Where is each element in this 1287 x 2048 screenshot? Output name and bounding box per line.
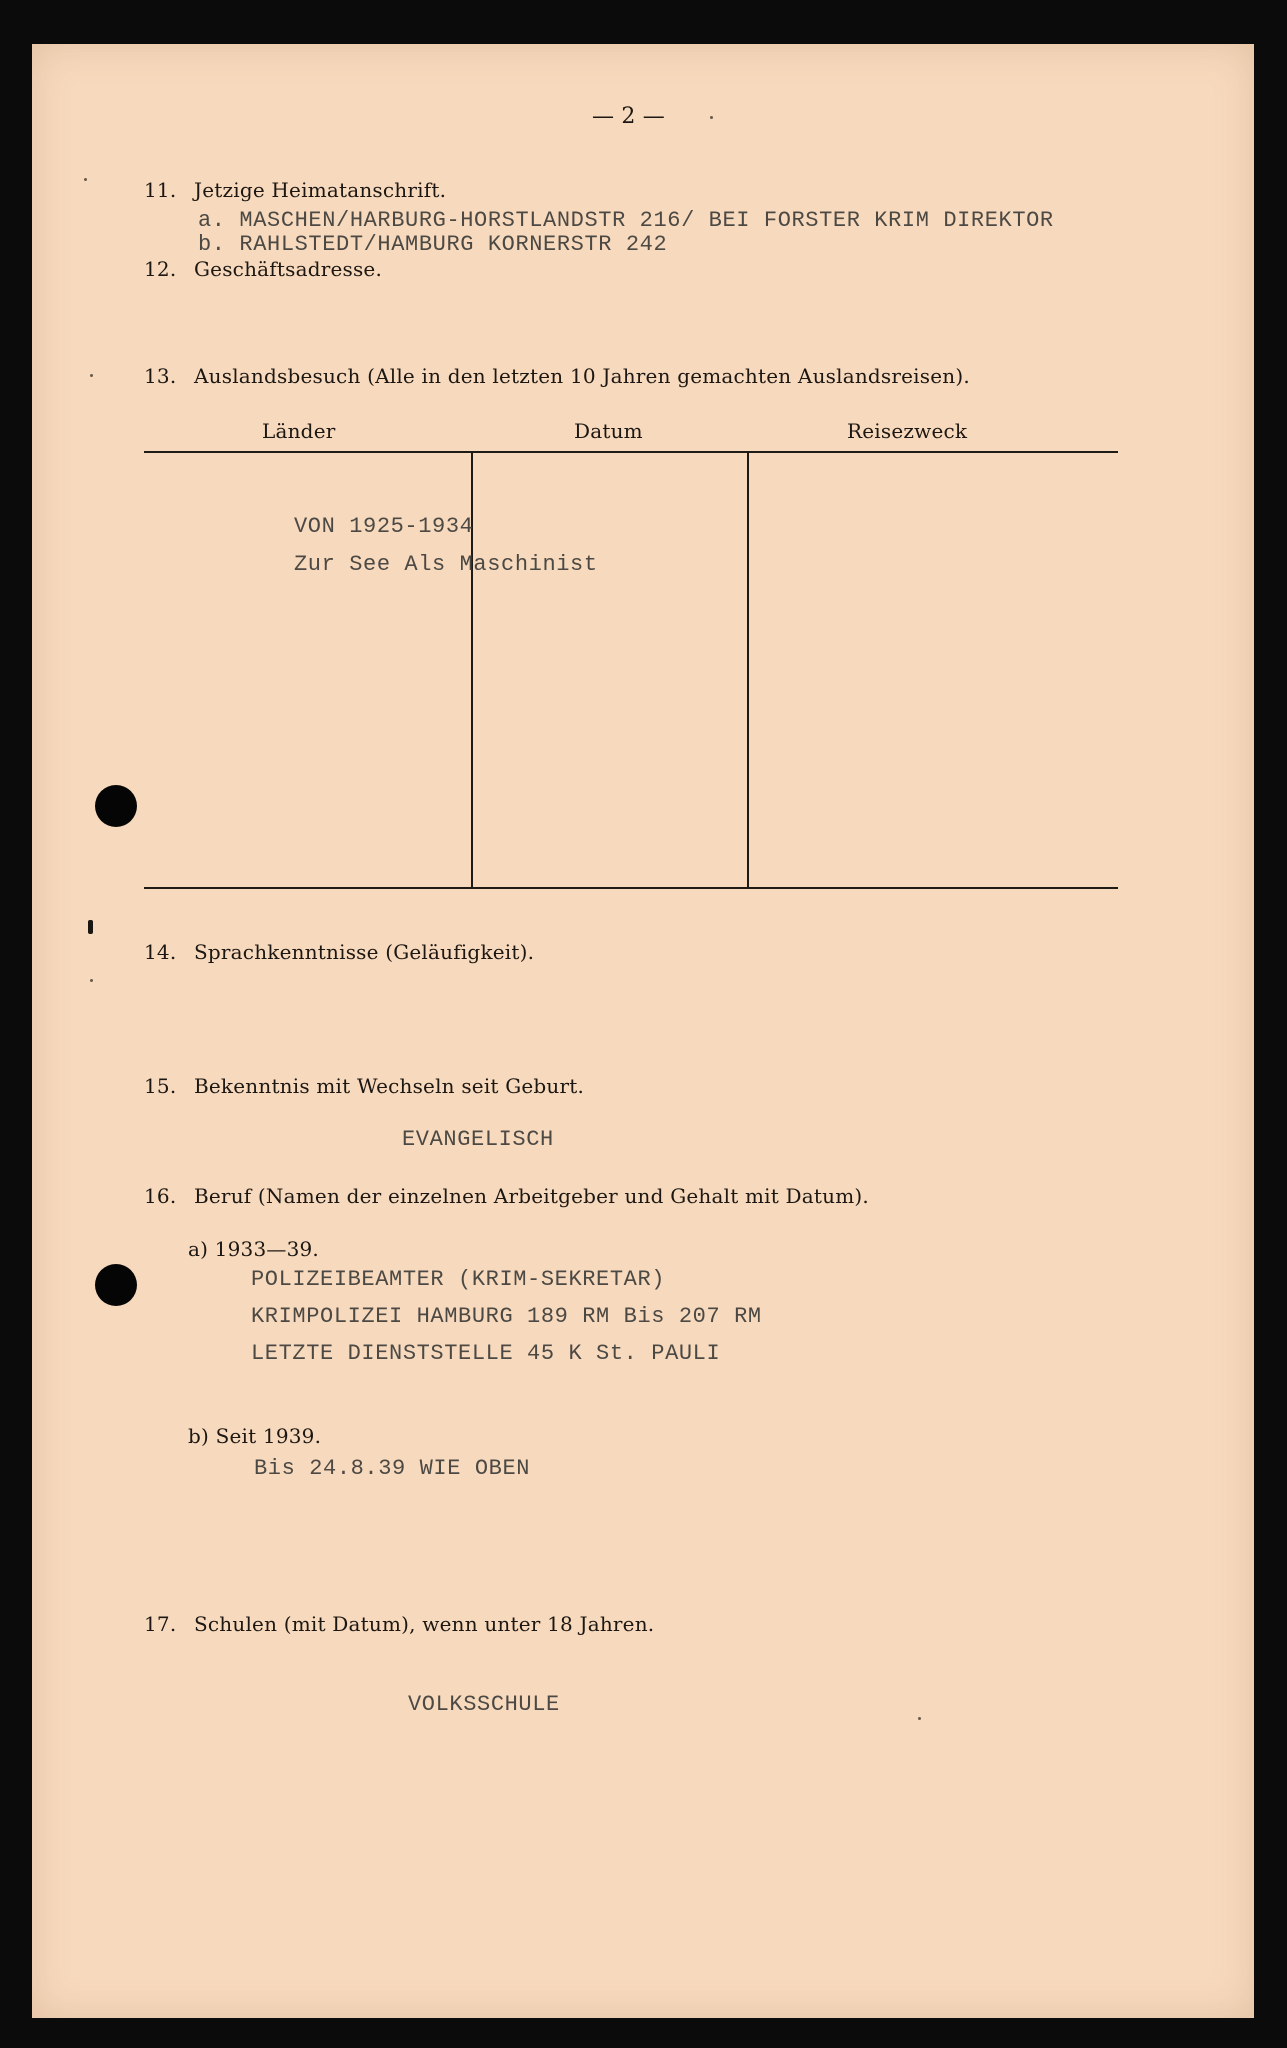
item-16-label-row xyxy=(144,1184,869,1208)
column-header-reisezweck: Reisezweck xyxy=(847,419,968,443)
paper-speck xyxy=(710,116,713,119)
item-14-number: 14. xyxy=(144,940,177,964)
item-17-answer: VOLKSSCHULE xyxy=(408,1692,560,1717)
item-17-label: Schulen (mit Datum), wenn unter 18 Jahren. xyxy=(194,1612,655,1636)
item-16-number: 16. xyxy=(144,1184,177,1208)
item-11-address-a: a. MASCHEN/HARBURG-HORSTLANDSTR 216/ BEI FORSTER KRIM DIREKTOR xyxy=(198,208,1054,233)
item-15-label-row xyxy=(144,1074,584,1098)
item-13-label-row xyxy=(144,364,970,388)
page-number: — 2 — xyxy=(592,104,665,129)
item-11-address-b: b. RAHLSTEDT/HAMBURG KORNERSTR 242 xyxy=(198,232,668,257)
item-16-label: Beruf (Namen der einzelnen Arbeitgeber und Gehalt mit Datum). xyxy=(194,1184,869,1208)
item-16-b-label: b) Seit 1939. xyxy=(188,1424,322,1448)
punch-hole-lower xyxy=(95,1264,137,1306)
item-17-label-row xyxy=(144,1612,654,1636)
item-14-label: Sprachkenntnisse (Geläufigkeit). xyxy=(194,940,535,964)
document-page xyxy=(32,44,1254,2018)
item-16-a-label: a) 1933—39. xyxy=(188,1237,319,1261)
paper-speck xyxy=(918,1717,921,1720)
paper-speck xyxy=(88,920,93,934)
travel-entry-line-1: VON 1925-1934 xyxy=(294,514,474,539)
item-12-label-row xyxy=(144,257,382,281)
item-11-label-row xyxy=(144,178,446,202)
item-13-label: Auslandsbesuch (Alle in den letzten 10 Jahren gemachten Auslandsreisen). xyxy=(194,364,970,388)
paper-speck xyxy=(90,979,93,982)
item-12-label: Geschäftsadresse. xyxy=(194,257,383,281)
item-15-answer: EVANGELISCH xyxy=(402,1127,554,1152)
column-header-datum: Datum xyxy=(574,419,643,443)
item-11-label: Jetzige Heimatanschrift. xyxy=(194,178,447,202)
item-16-a-line-2: KRIMPOLIZEI HAMBURG 189 RM Bis 207 RM xyxy=(251,1304,762,1329)
item-17-number: 17. xyxy=(144,1612,177,1636)
item-13-number: 13. xyxy=(144,364,177,388)
item-16-b-line: Bis 24.8.39 WIE OBEN xyxy=(254,1456,531,1481)
item-14-label-row xyxy=(144,940,534,964)
punch-hole-upper xyxy=(95,785,137,827)
table-divider-2 xyxy=(747,452,749,888)
item-15-number: 15. xyxy=(144,1074,177,1098)
table-top-rule xyxy=(144,451,1118,453)
table-bottom-rule xyxy=(144,887,1118,889)
paper-speck xyxy=(84,178,87,181)
item-11-number: 11. xyxy=(144,178,177,202)
item-16-a-line-1: POLIZEIBEAMTER (KRIM-SEKRETAR) xyxy=(251,1267,666,1292)
item-16-a-line-3: LETZTE DIENSTSTELLE 45 K St. PAULI xyxy=(251,1341,721,1366)
column-header-laender: Länder xyxy=(262,419,336,443)
travel-entry-line-2: Zur See Als Maschinist xyxy=(294,552,598,577)
item-12-number: 12. xyxy=(144,257,177,281)
item-15-label: Bekenntnis mit Wechseln seit Geburt. xyxy=(194,1074,585,1098)
paper-speck xyxy=(90,374,93,377)
